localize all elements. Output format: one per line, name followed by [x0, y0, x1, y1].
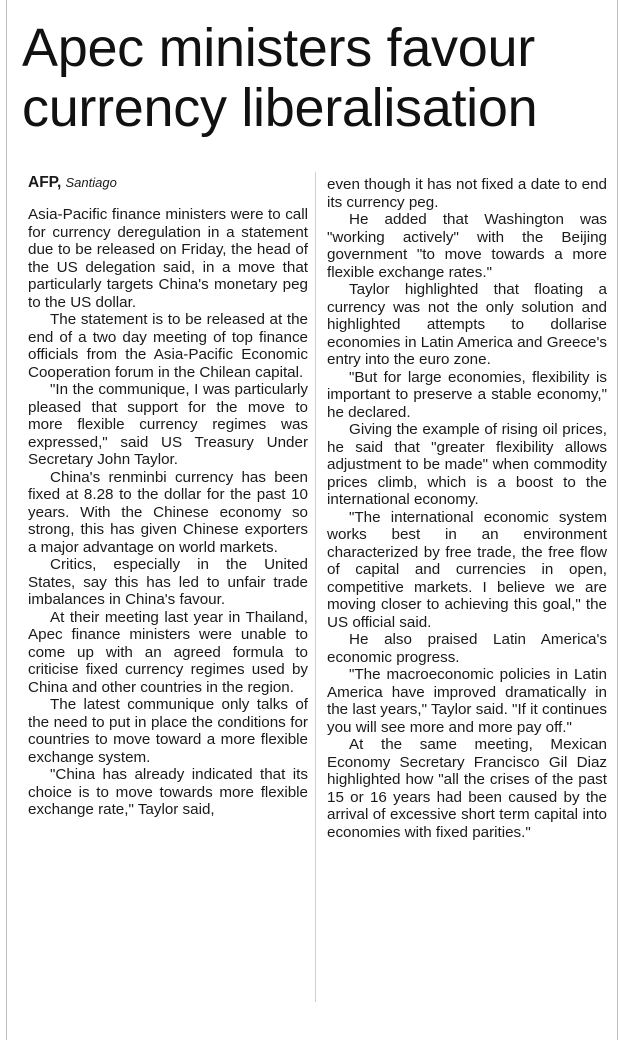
paragraph: China's renminbi currency has been fixed at 8.28 to the dollar for the past 10 years. With the Chinese economy so strong, this has given Chinese exporters a major advantage on world markets.: [28, 468, 308, 556]
paragraph: "The macroeconomic policies in Latin America have improved dramatically in the last years," Taylor said. "If it continues you will see more and more pay off.": [327, 666, 607, 736]
paragraph: "China has already indicated that its choice is to move towards more flexible exchange rate," Taylor said,: [28, 766, 308, 818]
paragraph: Critics, especially in the United States, say this has led to unfair trade imbalances in China's favour.: [28, 556, 308, 608]
article-column-right: [327, 176, 607, 841]
byline-agency: AFP,: [28, 174, 62, 191]
paragraph: Asia-Pacific finance ministers were to call for currency deregulation in a statement due to be released on Friday, the head of the US delegation said, in a move that particularly targets China's monetary peg to the US dollar.: [28, 206, 308, 311]
paragraph: He added that Washington was "working actively" with the Beijing government "to move towards a more flexible exchange rates.": [327, 211, 607, 281]
paragraph: Giving the example of rising oil prices, he said that "greater flexibility allows adjustment to be made" when commodity prices climb, which is a boost to the international economy.: [327, 421, 607, 508]
paragraph: Taylor highlighted that floating a currency was not the only solution and highlighted attempts to dollarise economies in Latin America and Greece's entry into the euro zone.: [327, 281, 607, 368]
headline-line-2: currency liberalisation: [22, 78, 538, 138]
paragraph: The latest communique only talks of the need to put in place the conditions for countries to move toward a more flexible exchange system.: [28, 696, 308, 766]
paragraph: At the same meeting, Mexican Economy Secretary Francisco Gil Diaz highlighted how "all the crises of the past 15 or 16 years had been caused by the arrival of excessive short term capital into economies with fixed parities.": [327, 736, 607, 841]
paragraph: At their meeting last year in Thailand, Apec finance ministers were unable to come up with an agreed formula to criticise fixed currency regimes used by China and other countries in the region.: [28, 608, 308, 696]
headline: [22, 18, 612, 138]
byline: [28, 174, 308, 192]
paragraph: "In the communique, I was particularly pleased that support for the move to more flexible currency regimes was expressed," said US Treasury Under Secretary John Taylor.: [28, 381, 308, 468]
paragraph: The statement is to be released at the end of a two day meeting of top finance officials from the Asia-Pacific Economic Cooperation forum in the Chilean capital.: [28, 311, 308, 381]
column-divider: [315, 172, 316, 1002]
paragraph: even though it has not fixed a date to end its currency peg.: [327, 176, 607, 211]
paragraph: He also praised Latin America's economic progress.: [327, 631, 607, 666]
headline-line-1: Apec ministers favour: [22, 18, 535, 78]
paragraph: "The international economic system works best in an environment characterized by free trade, the free flow of capital and currencies in open, competitive markets. I believe we are moving closer to achieving this goal," the US official said.: [327, 508, 607, 631]
byline-place: Santiago: [65, 175, 117, 190]
article-column-left: [28, 174, 308, 819]
paragraph: "But for large economies, flexibility is important to preserve a stable economy," he declared.: [327, 368, 607, 421]
